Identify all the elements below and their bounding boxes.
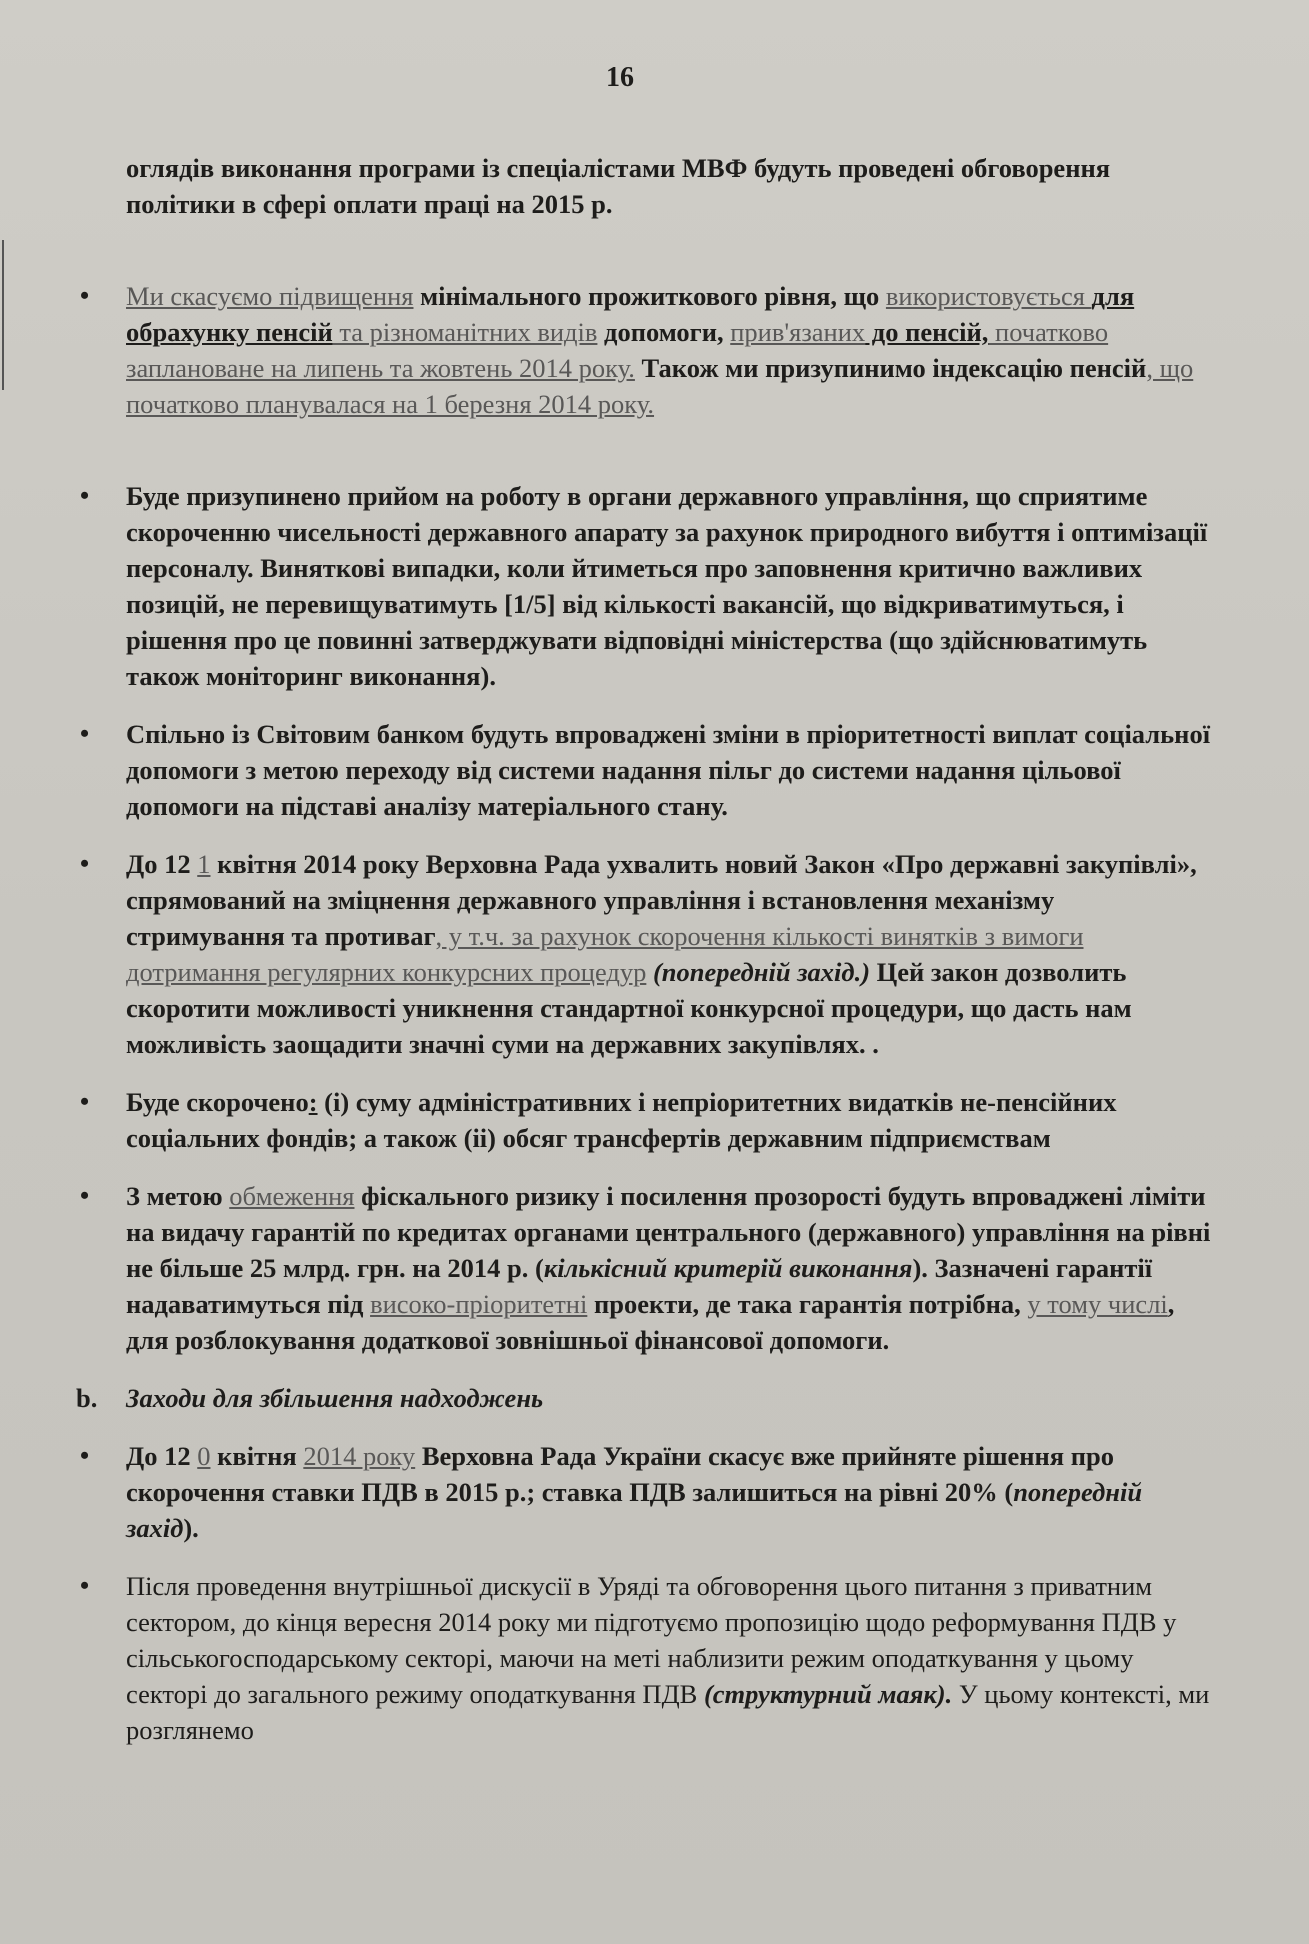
struck-text: 0 [197,1441,211,1471]
bullet-text: Буде скорочено [126,1087,309,1117]
bullet-text: У цьому контексті, ми розглянемо [126,1679,1210,1745]
bullet-text: квітня 2014 року Верховна Рада ухвалить новий Закон «Про державні закупівлі», спрямований на зміцнення державного управління і встановлення механізму стримування та противаг [126,849,1197,951]
bullet-text: До 12 [126,849,198,879]
bullet-vat-agriculture [76,1568,1216,1748]
bullet-text: Верховна Рада України скасує вже прийняте рішення про скорочення ставки ПДВ в 2015 р.; ставка ПДВ залишиться на рівні 20% ( [126,1441,1115,1507]
bullet-emphasis: (структурний маяк). [703,1679,953,1709]
bullet-hiring-freeze [76,478,1216,694]
bullet-text: Також ми призупинимо індексацію пенсій [634,353,1147,383]
bullet-icon: • [80,481,90,510]
struck-text: 1 [197,849,211,879]
document-body [76,150,1216,1748]
bullet-text: До 12 [126,1441,198,1471]
struck-text: використовується [885,281,1092,311]
bullet-pension-indexation [76,278,1216,422]
struck-text: , у т.ч. за рахунок скорочення кількості винятків з вимоги дотримання регулярних конкурсних процедур [126,921,1084,987]
bullet-text: допомоги, [597,317,731,347]
section-title: Заходи для збільшення надходжень [126,1383,544,1413]
bullet-vat-rate [76,1438,1216,1546]
bullet-icon: • [80,281,90,310]
section-letter: b. [76,1383,98,1413]
bullet-text: ). Зазначені гарантії надаватимуться під [126,1253,1153,1319]
struck-text: у тому числі [1027,1289,1168,1319]
struck-text: Ми скасуємо підвищення [126,281,414,311]
bullet-icon: • [80,719,90,748]
bullet-text: для обрахунку пенсій [126,281,1135,347]
bullet-text: З метою [126,1181,230,1211]
bullet-icon: • [80,1441,90,1470]
section-heading-b [76,1380,1216,1416]
struck-text: , що початково планувалася на 1 березня 2014 року. [126,353,1194,419]
bullet-text: проекти, де така гарантія потрібна, [587,1289,1028,1319]
bullet-icon: • [80,1181,90,1210]
bullet-icon: • [80,1087,90,1116]
bullet-emphasis: (попередній захід.) [646,957,871,987]
bullet-text: (і) суму адміністративних і непріоритетних видатків не-пенсійних соціальних фондів; а також (іі) обсяг трансфертів державним підприємствам [126,1087,1117,1153]
struck-text: 2014 року [303,1441,416,1471]
bullet-spending-cuts [76,1084,1216,1156]
bullet-text: Після проведення внутрішньої дискусії в Уряді та обговорення цього питання з приватним сектором, до кінця вересня 2014 року ми підготуємо пропозицію щодо реформування ПДВ у сільськогосподарському секторі, маючи на меті наблизити режим оподаткування у цьому секторі до загального режиму оподаткування ПДВ [126,1571,1177,1709]
bullet-text: ). [183,1513,199,1543]
bullet-social-assistance [76,716,1216,824]
struck-text: високо-пріоритетні [370,1289,588,1319]
struck-text: обмеження [229,1181,355,1211]
bullet-text: мінімального прожиткового рівня, що [413,281,886,311]
bullet-guarantee-limits [76,1178,1216,1358]
bullet-text: : [308,1087,318,1117]
bullet-text: квітня [210,1441,304,1471]
bullet-icon: • [80,1571,90,1600]
page-number: 16 [606,62,634,93]
bullet-text: , для розблокування додаткової зовнішньої фінансової допомоги. [126,1289,1175,1355]
bullet-icon: • [80,849,90,878]
bullet-emphasis: попередній захід [126,1477,1143,1543]
bullet-emphasis: кількісний критерій виконання [543,1253,913,1283]
struck-text: прив'язаних [730,317,866,347]
intro-paragraph: оглядів виконання програми із спеціалістами МВФ будуть проведені обговорення політики в сфері оплати праці на 2015 р. [126,153,1111,219]
bullet-text: Спільно із Світовим банком будуть впроваджені зміни в пріоритетності виплат соціальної допомоги з метою переходу від системи надання пільг до системи надання цільової допомоги на підставі аналізу матеріального стану. [126,719,1211,821]
struck-text: початково заплановане на липень та жовтень 2014 року. [126,317,1109,383]
bullet-text: Цей закон дозволить скоротити можливості уникнення стандартної конкурсної процедури, що дасть нам можливість заощадити значні суми на державних закупівлях. . [126,957,1132,1059]
struck-text: та різноманітних видів [332,317,598,347]
bullet-text: фіскального ризику і посилення прозорості будуть впроваджені ліміти на видачу гарантій по кредитах органами центрального (державного) управління на рівні не більше 25 млрд. грн. на 2014 р. ( [126,1181,1211,1283]
margin-mark [2,240,4,390]
bullet-text: до пенсій, [865,317,989,347]
bullet-procurement-law [76,846,1216,1062]
bullet-text: Буде призупинено прийом на роботу в органи державного управління, що сприятиме скороченню чисельності державного апарату за рахунок природного вибуття і оптимізації персоналу. Виняткові випадки, коли йтиметься про заповнення критично важливих позицій, не перевищуватимуть [1/5] від кількості вакансій, що відкриватимуться, і рішення про це повинні затверджувати відповідні міністерства (що здійснюватимуть також моніторинг виконання). [126,481,1208,691]
